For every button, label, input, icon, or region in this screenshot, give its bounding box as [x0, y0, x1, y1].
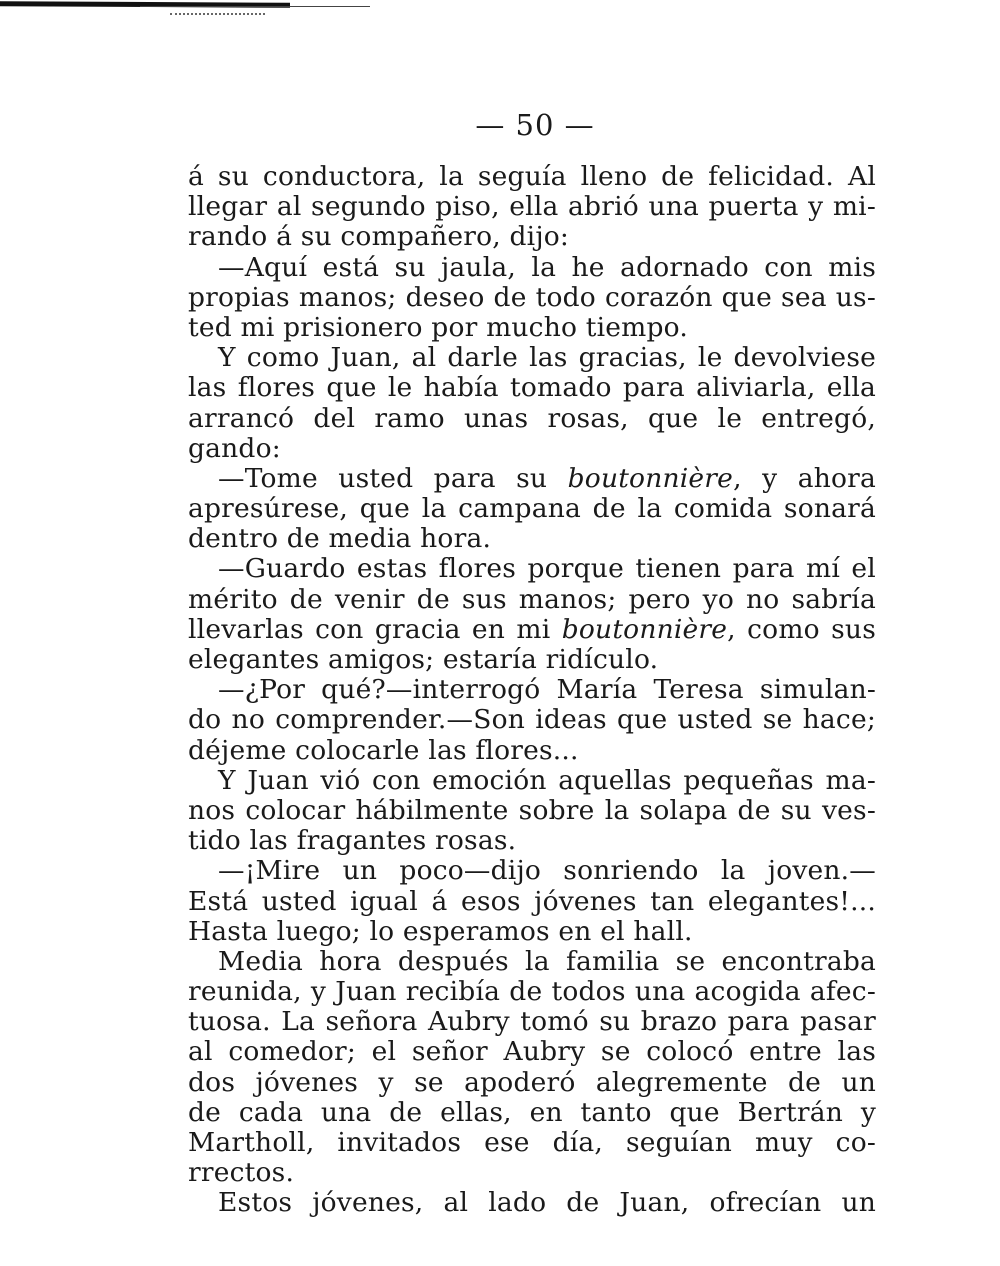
text-line: [188, 917, 876, 947]
text-line: [188, 585, 876, 615]
line-text: al comedor; el señor Aubry se colocó entre las: [188, 1037, 876, 1068]
text-line: [188, 1158, 876, 1188]
line-text: dentro de media hora.: [188, 523, 492, 555]
text-line: [188, 977, 876, 1007]
line-text: llevarlas con gracia en mi: [188, 614, 551, 645]
line-text: tido las fragantes rosas.: [188, 825, 517, 857]
text-line: [188, 645, 876, 675]
text-line: [188, 554, 876, 584]
line-text: arrancó del ramo unas rosas, que le entregó,: [188, 403, 876, 434]
line-text: rando á su compañero, dijo:: [188, 221, 570, 253]
line-text: Estos jóvenes, al lado de Juan, ofrecían un: [218, 1188, 876, 1219]
text-line: [188, 373, 876, 403]
line-text: reunida, y Juan recibía de todos una acogida afec-: [188, 977, 876, 1008]
scan-edge-line: [140, 6, 370, 7]
text-line: [188, 796, 876, 826]
line-text: —Aquí está su jaula, la he adornado con mis: [218, 252, 876, 283]
text-line: [188, 615, 876, 645]
line-text: ted mi prisionero por mucho tiempo.: [188, 311, 688, 343]
text-line: [188, 1007, 876, 1037]
page-number: — 50 —: [475, 108, 595, 142]
text-line: [188, 464, 876, 494]
text-line: [188, 766, 876, 796]
text-line: [188, 1068, 876, 1098]
line-text: nos colocar hábilmente sobre la solapa de su ves-: [188, 795, 876, 826]
line-text: Martholl, invitados ese día, seguían muy co-: [188, 1128, 876, 1158]
line-text: gando:: [188, 432, 281, 464]
line-text: de cada una de ellas, en tanto que Bertrán y: [188, 1097, 876, 1128]
text-line: [188, 736, 876, 766]
text-line: [188, 283, 876, 313]
line-text: Y Juan vió con emoción aquellas pequeñas ma-: [218, 765, 876, 796]
text-line: [188, 675, 876, 705]
line-text: dos jóvenes y se apoderó alegremente de un: [188, 1067, 876, 1098]
text-line: [188, 313, 876, 343]
italic-word: boutonnière: [561, 614, 728, 645]
line-text: —Guardo estas flores porque tienen para mí el: [218, 554, 876, 585]
line-text: —¿Por qué?—interrogó María Teresa simulan-: [218, 675, 876, 706]
line-text: propias manos; deseo de todo corazón que sea us-: [188, 282, 876, 313]
line-text-after-italic: , como sus: [727, 614, 876, 645]
line-text: tuosa. La señora Aubry tomó su brazo para pasar: [188, 1007, 876, 1038]
text-line: [188, 404, 876, 434]
line-text: elegantes amigos; estaría ridículo.: [188, 644, 659, 675]
line-text-after-italic: , y ahora: [733, 463, 876, 494]
line-text: Hasta luego; lo esperamos en el hall.: [188, 915, 693, 947]
text-line: [188, 494, 876, 524]
text-line: [188, 253, 876, 283]
line-text: las flores que le había tomado para aliviarla, ella: [188, 373, 876, 404]
text-line: [188, 343, 876, 373]
line-text: —Tome usted para su: [218, 463, 548, 494]
text-line: [188, 826, 876, 856]
text-line: [188, 947, 876, 977]
line-text: mérito de venir de sus manos; pero yo no sabría: [188, 584, 876, 615]
text-line: [188, 1037, 876, 1067]
text-line: [188, 434, 876, 464]
line-text: rrectos.: [188, 1157, 295, 1189]
text-line: [188, 856, 876, 886]
line-text: apresúrese, que la campana de la comida sonará: [188, 494, 876, 525]
scan-edge-artifact: [0, 0, 370, 8]
line-text: —¡Mire un poco—dijo sonriendo la joven.—: [218, 856, 876, 887]
text-line: [188, 1128, 876, 1158]
text-line: [188, 524, 876, 554]
line-text: llegar al segundo piso, ella abrió una puerta y mi-: [188, 192, 876, 223]
text-line: [188, 1188, 876, 1218]
text-line: [188, 192, 876, 222]
scan-edge-speck: [170, 13, 265, 18]
italic-word: boutonnière: [567, 463, 734, 494]
line-text: á su conductora, la seguía lleno de felicidad. Al: [188, 162, 876, 192]
text-line: [188, 222, 876, 252]
line-text: Media hora después la familia se encontraba: [218, 946, 876, 977]
line-text: déjeme colocarle las flores...: [188, 734, 579, 766]
line-text: do no comprender.—Son ideas que usted se hace;: [188, 705, 876, 736]
text-line: [188, 705, 876, 735]
text-line: [188, 1098, 876, 1128]
line-text: Está usted igual á esos jóvenes tan elegantes!...: [188, 886, 876, 917]
text-line: [188, 162, 876, 192]
line-text: Y como Juan, al darle las gracias, le devolviese: [218, 343, 876, 374]
body-text: [188, 162, 876, 1219]
text-line: [188, 887, 876, 917]
